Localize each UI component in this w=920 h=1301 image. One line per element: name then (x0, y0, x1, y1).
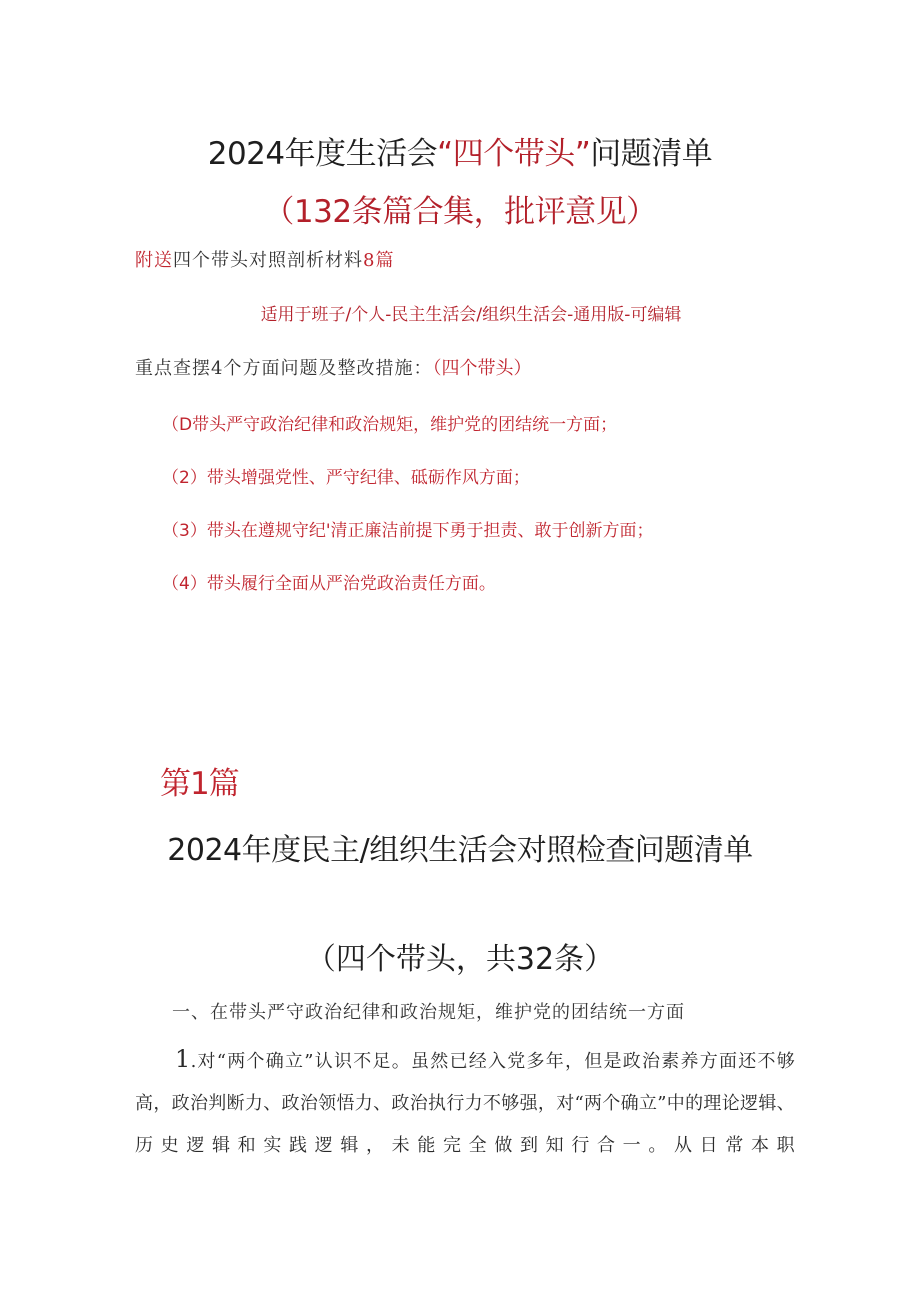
attachment-note (135, 246, 394, 272)
list-item: （3）带头在遵规守纪'清正廉洁前提下勇于担责、敢于创新方面； (162, 521, 654, 541)
list-item: （4）带头履行全面从严治党政治责任方面。 (162, 574, 496, 594)
page-subtitle: （132条篇合集，批评意见） (263, 194, 657, 230)
title-accent: “四个带头” (437, 136, 591, 172)
section-heading: 一、在带头严守政治纪律和政治规矩，维护党的团结统一方面 (172, 1002, 685, 1023)
list-item: （2）带头增强党性、严守纪律、砥砺作风方面； (162, 468, 530, 488)
paragraph-number: 1 (175, 1045, 191, 1073)
applicable-note: 适用于班子/个人-民主生活会/组织生活会-通用版-可编辑 (260, 305, 682, 325)
focus-line (135, 354, 531, 380)
attachment-text: 四个带头对照剖析材料 (173, 250, 363, 271)
title-suffix: 问题清单 (590, 136, 713, 172)
page-title (0, 128, 920, 173)
title-prefix: 2024年度生活会 (207, 136, 438, 172)
attachment-prefix: 附送 (135, 250, 173, 271)
attachment-count: 8篇 (363, 250, 395, 271)
paragraph-text: .对“两个确立”认识不足。虽然已经入党多年，但是政治素养方面还不够高，政治判断力、政治领悟力、政治执行力不够强，对“两个确立”中的理论逻辑、历史逻辑和实践逻辑，未能完全做到知行合一。从日常本职 (135, 1051, 795, 1156)
body-paragraph (135, 1038, 795, 1167)
focus-text: 重点查摆4个方面问题及整改措施： (135, 358, 433, 379)
list-item: （D带头严守政治纪律和政治规矩，维护党的团结统一方面； (162, 415, 618, 435)
chapter-label: 第1篇 (160, 766, 239, 802)
focus-tag: （四个带头） (432, 358, 532, 379)
chapter-subtitle: （四个带头，共32条） (305, 942, 615, 977)
chapter-title: 2024年度民主/组织生活会对照检查问题清单 (167, 833, 753, 868)
